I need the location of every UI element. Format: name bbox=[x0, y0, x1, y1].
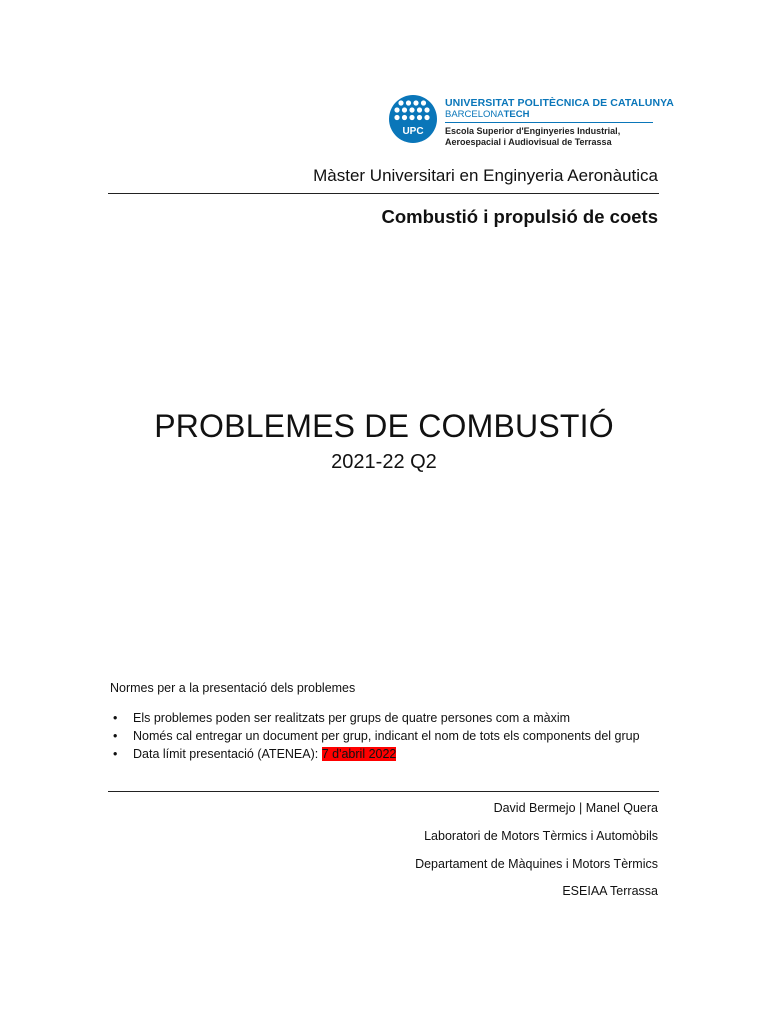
list-item bbox=[110, 727, 640, 745]
header-divider bbox=[108, 193, 659, 194]
logo-divider bbox=[445, 122, 653, 123]
bullet-icon: • bbox=[113, 747, 118, 761]
logo-mark-text: UPC bbox=[402, 126, 424, 137]
upc-logo bbox=[389, 95, 674, 147]
bullet-icon: • bbox=[113, 711, 118, 725]
authors: David Bermejo | Manel Quera bbox=[493, 801, 658, 815]
rules-heading: Normes per a la presentació dels problemes bbox=[110, 681, 356, 695]
school-name-line1: Escola Superior d'Enginyeries Industrial, bbox=[445, 126, 621, 136]
program-name: Màster Universitari en Enginyeria Aeronàutica bbox=[313, 166, 658, 185]
footer-divider bbox=[108, 791, 659, 792]
rule-text: Només cal entregar un document per grup, indicant el nom de tots els components del grup bbox=[133, 729, 640, 743]
rule-text: Data límit presentació (ATENEA): bbox=[133, 747, 322, 761]
school-name-line2: Aeroespacial i Audiovisual de Terrassa bbox=[445, 137, 612, 147]
university-name: UNIVERSITAT POLITÈCNICA DE CATALUNYA bbox=[445, 97, 674, 109]
rule-text: Els problemes poden ser realitzats per grups de quatre persones com a màxim bbox=[133, 711, 571, 725]
bullet-icon: • bbox=[113, 729, 118, 743]
campus-name: BARCELONA bbox=[445, 109, 504, 120]
course-name: Combustió i propulsió de coets bbox=[381, 206, 658, 227]
campus-name-bold: TECH bbox=[503, 109, 530, 120]
laboratory: Laboratori de Motors Tèrmics i Automòbils bbox=[424, 829, 658, 843]
list-item bbox=[110, 745, 640, 763]
rules-list bbox=[110, 709, 640, 763]
document-subtitle: 2021-22 Q2 bbox=[331, 451, 437, 473]
department: Departament de Màquines i Motors Tèrmics bbox=[415, 857, 658, 871]
list-item bbox=[110, 709, 640, 727]
deadline-highlight: 7 d'abril 2022 bbox=[321, 747, 397, 761]
upc-logo-icon bbox=[389, 95, 437, 143]
school: ESEIAA Terrassa bbox=[562, 884, 658, 898]
document-title: PROBLEMES DE COMBUSTIÓ bbox=[154, 408, 614, 444]
